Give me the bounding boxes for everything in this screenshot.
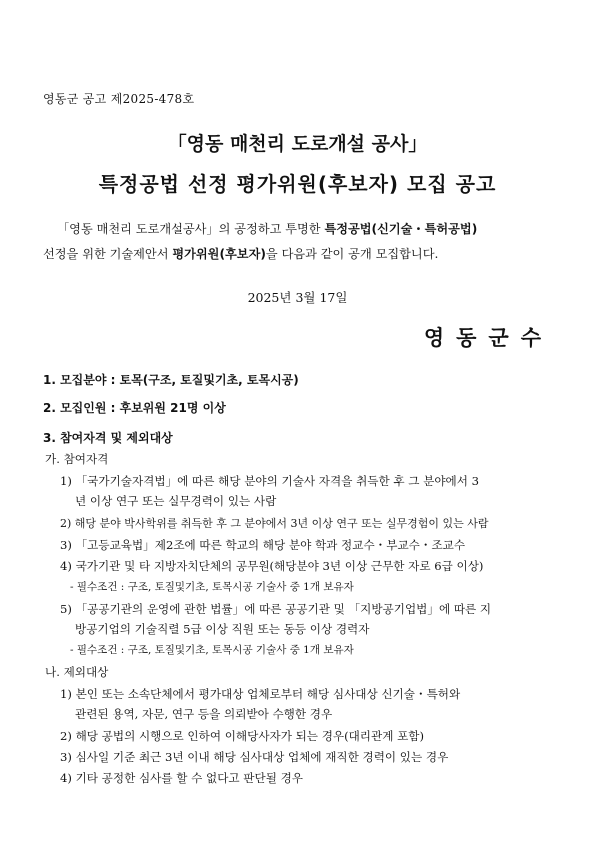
intro-bold-2: 평가위원(후보자) <box>172 247 266 261</box>
notice-number: 영동군 공고 제2025-478호 <box>43 92 195 106</box>
exclusion-heading: 나. 제외대상 <box>45 665 109 679</box>
exclusion-item-4: 4) 기타 공정한 심사를 할 수 없다고 판단될 경우 <box>60 771 303 785</box>
title-line-2: 특정공법 선정 평가위원(후보자) 모집 공고 <box>98 172 497 196</box>
required-condition-2: - 필수조건 : 구조, 토질및기초, 토목시공 기술사 중 1개 보유자 <box>70 644 354 656</box>
qualification-item-2: 2) 해당 분야 박사학위를 취득한 후 그 분야에서 3년 이상 연구 또는 실무경험이 있는 사람 <box>60 517 489 530</box>
exclusion-item-3: 3) 심사일 기준 최근 3년 이내 해당 심사대상 업체에 재직한 경력이 있는 경우 <box>60 750 449 764</box>
title-line-1: 「영동 매천리 도로개설 공사」 <box>167 133 428 155</box>
intro-text-3: 을 다음과 같이 공개 모집합니다. <box>265 247 439 261</box>
qualification-item-5b: 방공기업의 기술직렬 5급 이상 직원 또는 동등 이상 경력자 <box>75 622 370 636</box>
section-1-recruit-field: 1. 모집분야 : 토목(구조, 토질및기초, 토목시공) <box>43 373 299 387</box>
qualification-item-4: 4) 국가기관 및 타 지방자치단체의 공무원(해당분야 3년 이상 근무한 자로 6급 이상) <box>60 559 484 573</box>
qualification-item-1a: 1) 「국가기술자격법」에 따른 해당 분야의 기술사 자격을 취득한 후 그 분야에서 3 <box>60 474 479 488</box>
intro-text-1: 「영동 매천리 도로개설공사」의 공정하고 투명한 <box>57 222 325 236</box>
qualification-item-3: 3) 「고등교육법」제2조에 따른 학교의 해당 분야 학과 정교수・부교수・조교수 <box>60 538 466 552</box>
section-2-recruit-count: 2. 모집인원 : 후보위원 21명 이상 <box>43 401 226 415</box>
qualification-heading: 가. 참여자격 <box>45 452 109 466</box>
exclusion-item-1a: 1) 본인 또는 소속단체에서 평가대상 업체로부터 해당 심사대상 신기술・특허와 <box>60 687 461 701</box>
issuer-name: 영동군수 <box>423 326 553 350</box>
notice-date: 2025년 3월 17일 <box>247 290 348 305</box>
intro-paragraph <box>43 217 558 267</box>
intro-bold-1: 특정공법(신기술・특허공법) <box>324 222 478 236</box>
exclusion-item-2: 2) 해당 공법의 시행으로 인하여 이해당사자가 되는 경우(대리관계 포함) <box>60 729 425 743</box>
section-3-eligibility: 3. 참여자격 및 제외대상 <box>43 431 173 445</box>
required-condition-1: - 필수조건 : 구조, 토질및기초, 토목시공 기술사 중 1개 보유자 <box>70 581 354 593</box>
qualification-item-1b: 년 이상 연구 또는 실무경력이 있는 사람 <box>75 494 277 508</box>
qualification-item-5a: 5) 「공공기관의 운영에 관한 법률」에 따른 공공기관 및 「지방공기업법」에 따른 지 <box>60 602 492 616</box>
exclusion-item-1b: 관련된 용역, 자문, 연구 등을 의뢰받아 수행한 경우 <box>75 707 333 721</box>
intro-line-1 <box>43 217 558 242</box>
intro-line-2 <box>43 242 558 267</box>
intro-text-2: 선정을 위한 기술제안서 <box>43 247 173 261</box>
